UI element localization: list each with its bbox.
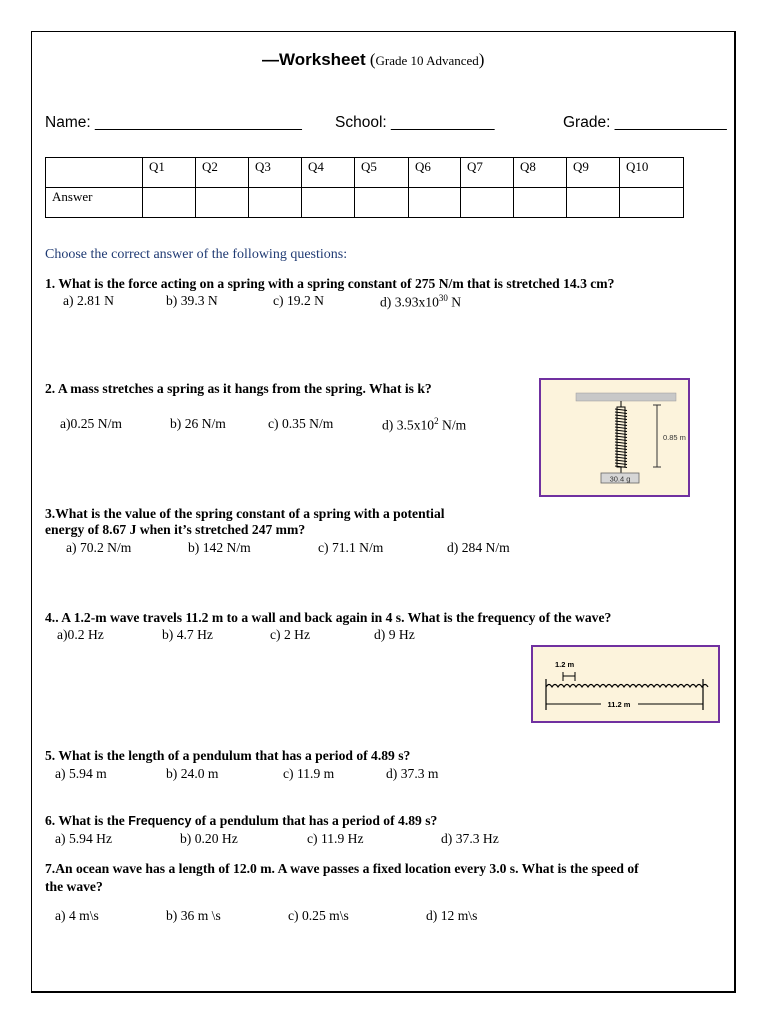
- header-q5: Q5: [355, 158, 409, 188]
- school-field[interactable]: School: ____________: [335, 114, 495, 131]
- header-q6: Q6: [409, 158, 461, 188]
- header-q8: Q8: [514, 158, 567, 188]
- answer-table-header-row: [46, 158, 684, 188]
- wave-line: [546, 685, 708, 688]
- answer-table: [45, 157, 684, 218]
- mass-label: 30.4 g: [609, 474, 631, 484]
- wavelength-label: 1.2 m: [555, 660, 575, 669]
- wave-figure: [531, 645, 720, 723]
- q6-option-b[interactable]: b) 0.20 Hz: [180, 831, 238, 846]
- worksheet-title: —Worksheet (Grade 10 Advanced): [262, 50, 485, 69]
- name-field[interactable]: Name: ________________________: [45, 114, 302, 131]
- instructions-text: Choose the correct answer of the following questions:: [45, 247, 348, 262]
- header-q1: Q1: [143, 158, 196, 188]
- worksheet-subtitle: Grade 10 Advanced: [375, 53, 479, 68]
- answer-row-label: Answer: [46, 188, 143, 218]
- q4-option-c[interactable]: c) 2 Hz: [270, 627, 311, 642]
- question-4-text: 4.. A 1.2-m wave travels 11.2 m to a wall and back again in 4 s. What is the frequency of the wave?: [45, 610, 612, 625]
- q3-option-b[interactable]: b) 142 N/m: [188, 540, 251, 555]
- header-q3: Q3: [249, 158, 302, 188]
- answer-cell-q1[interactable]: [143, 188, 196, 218]
- q6-option-d[interactable]: d) 37.3 Hz: [441, 831, 499, 846]
- q7-option-b[interactable]: b) 36 m \s: [166, 908, 221, 923]
- q3-option-a[interactable]: a) 70.2 N/m: [66, 540, 132, 555]
- q7-option-a[interactable]: a) 4 m\s: [55, 908, 99, 923]
- question-1-text: 1. What is the force acting on a spring with a spring constant of 275 N/m that is stretched 14.3 cm?: [45, 276, 615, 291]
- q1-option-a[interactable]: a) 2.81 N: [63, 293, 114, 308]
- distance-label: 11.2 m: [607, 700, 631, 709]
- header-q10: Q10: [620, 158, 684, 188]
- q7-option-d[interactable]: d) 12 m\s: [426, 908, 478, 923]
- answer-cell-q5[interactable]: [355, 188, 409, 218]
- q4-option-a[interactable]: a)0.2 Hz: [57, 627, 104, 642]
- answer-cell-q10[interactable]: [620, 188, 684, 218]
- q5-option-c[interactable]: c) 11.9 m: [283, 766, 335, 781]
- spring-diagram: [541, 380, 687, 494]
- q4-option-b[interactable]: b) 4.7 Hz: [162, 627, 213, 642]
- question-5-text: 5. What is the length of a pendulum that has a period of 4.89 s?: [45, 748, 411, 763]
- answer-cell-q6[interactable]: [409, 188, 461, 218]
- question-2-text: 2. A mass stretches a spring as it hangs from the spring. What is k?: [45, 381, 432, 396]
- question-3-line-2: energy of 8.67 J when it’s stretched 247 mm?: [45, 522, 306, 537]
- answer-cell-q2[interactable]: [196, 188, 249, 218]
- question-7-line-1: 7.An ocean wave has a length of 12.0 m. A wave passes a fixed location every 3.0 s. What is the speed of: [45, 861, 639, 876]
- spring-coil: [615, 407, 627, 468]
- q1-option-d[interactable]: d) $3.93x10^{30}$ N: [380, 293, 462, 310]
- q5-option-b[interactable]: b) 24.0 m: [166, 766, 219, 781]
- spring-figure: [539, 378, 690, 497]
- question-3-line-1: 3.What is the value of the spring constant of a spring with a potential: [45, 506, 445, 521]
- header-q7: Q7: [461, 158, 514, 188]
- q5-option-a[interactable]: a) 5.94 m: [55, 766, 107, 781]
- q1-option-b[interactable]: b) 39.3 N: [166, 293, 218, 308]
- q6-option-a[interactable]: a) 5.94 Hz: [55, 831, 112, 846]
- q5-option-d[interactable]: d) 37.3 m: [386, 766, 439, 781]
- q2-option-c[interactable]: c) 0.35 N/m: [268, 416, 334, 431]
- header-q9: Q9: [567, 158, 620, 188]
- answer-cell-q9[interactable]: [567, 188, 620, 218]
- q1-option-c[interactable]: c) 19.2 N: [273, 293, 324, 308]
- q7-option-c[interactable]: c) 0.25 m\s: [288, 908, 349, 923]
- answer-cell-q7[interactable]: [461, 188, 514, 218]
- q2-option-d[interactable]: d) $3.5x10^2$ N/m: [382, 416, 467, 433]
- q2-option-a[interactable]: a)0.25 N/m: [60, 416, 122, 431]
- answer-cell-q8[interactable]: [514, 188, 567, 218]
- spring-length-label: 0.85 m: [663, 433, 686, 442]
- q3-option-d[interactable]: d) 284 N/m: [447, 540, 510, 555]
- wave-diagram: [533, 647, 717, 720]
- q3-option-c[interactable]: c) 71.1 N/m: [318, 540, 384, 555]
- header-q2: Q2: [196, 158, 249, 188]
- answer-row: [46, 188, 684, 218]
- answer-cell-q3[interactable]: [249, 188, 302, 218]
- q6-option-c[interactable]: c) 11.9 Hz: [307, 831, 364, 846]
- answer-table-corner-cell: [46, 158, 143, 188]
- question-7-line-2: the wave?: [45, 879, 103, 894]
- grade-field[interactable]: Grade: _____________: [563, 114, 727, 131]
- question-6-text: 6. What is the Frequency of a pendulum that has a period of 4.89 s?: [45, 813, 438, 828]
- header-q4: Q4: [302, 158, 355, 188]
- answer-cell-q4[interactable]: [302, 188, 355, 218]
- q2-option-b[interactable]: b) 26 N/m: [170, 416, 226, 431]
- q4-option-d[interactable]: d) 9 Hz: [374, 627, 415, 642]
